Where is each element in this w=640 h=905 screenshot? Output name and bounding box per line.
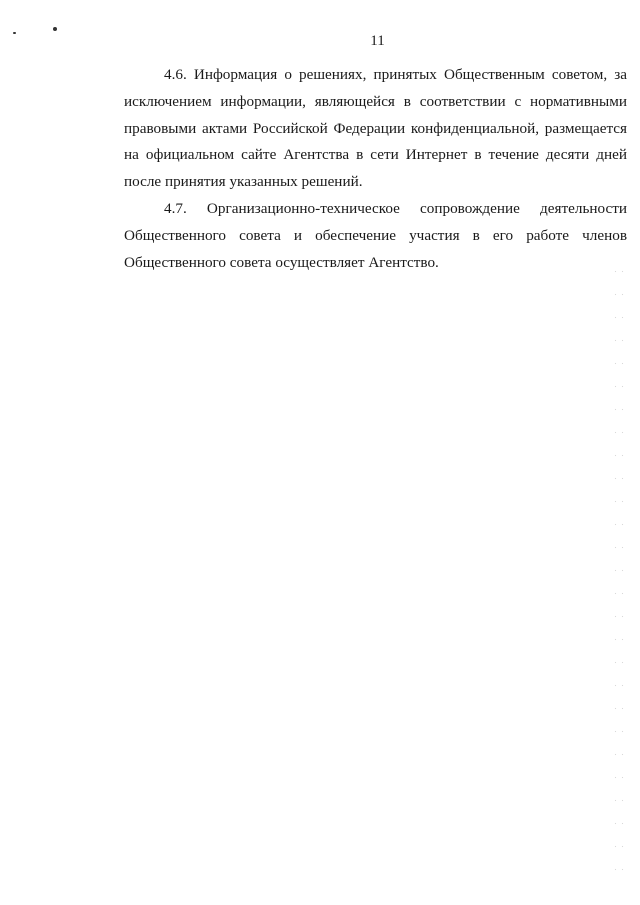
document-body (124, 62, 627, 276)
page-number: 11 (370, 33, 385, 49)
paragraph-4-6: 4.6. Информация о решениях, принятых Общественным советом, за исключением информации, являющейся в соответствии с нормативными правовыми актами Российской Федерации конфиденциальной, размещается на официальном сайте Агентства в сети Интернет в течение десяти дней после принятия указанных решений. (124, 66, 627, 191)
paragraph-4-7: 4.7. Организационно-техническое сопровождение деятельности Общественного совета и обеспечение участия в его работе членов Общественного совета осуществляет Агентство. (124, 199, 627, 271)
scan-edge-noise (612, 260, 626, 880)
scan-speck (53, 27, 57, 31)
